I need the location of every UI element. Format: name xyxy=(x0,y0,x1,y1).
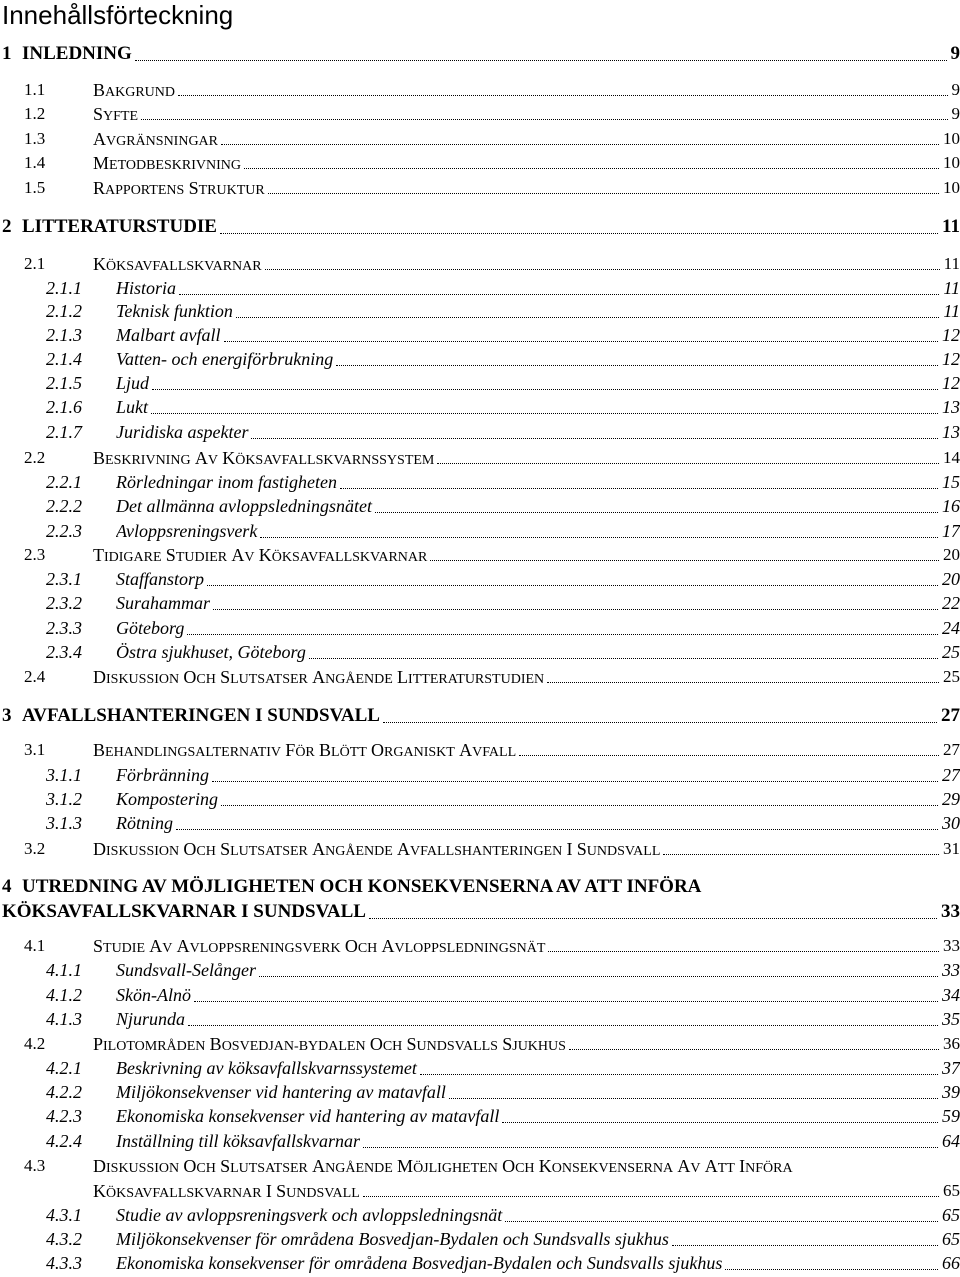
toc-entry-page-number: 24 xyxy=(942,618,960,638)
toc-entry-label: Teknisk funktion xyxy=(116,301,233,321)
toc-entry-page-number: 9 xyxy=(951,104,960,123)
toc-entry-page-number: 65 xyxy=(942,1229,960,1249)
toc-entry-page-number: 12 xyxy=(942,325,960,345)
toc-entry-number: 2.3.3 xyxy=(46,618,82,638)
toc-entry-label: Ekonomiska konsekvenser för områdena Bosvedjan-Bydalen och Sundsvalls sjukhus xyxy=(116,1253,723,1273)
toc-leader-dots xyxy=(505,1221,938,1222)
toc-entry-page-number: 22 xyxy=(942,593,960,613)
toc-leader-dots xyxy=(259,976,938,977)
toc-entry-label: INLEDNING xyxy=(22,43,132,64)
toc-entry-page-number: 30 xyxy=(942,813,960,833)
toc-entry-number: 1.1 xyxy=(24,80,46,99)
toc-entry-page-number: 13 xyxy=(942,397,960,417)
toc-leader-dots xyxy=(221,144,939,145)
toc-entry-number: 4.2.1 xyxy=(46,1058,82,1078)
toc-entry-label: Kompostering xyxy=(116,789,219,809)
toc-entry-label: Miljökonsekvenser för områdena Bosvedjan-Bydalen och Sundsvalls sjukhus xyxy=(116,1229,669,1249)
toc-leader-dots xyxy=(268,193,939,194)
toc-entry-number: 2.1 xyxy=(24,254,46,273)
toc-entry-page-number: 9 xyxy=(951,80,960,99)
toc-entry-number: 3.1.2 xyxy=(46,789,82,809)
toc-entry-page-number: 35 xyxy=(942,1009,960,1029)
toc-entry-label: Inställning till köksavfallskvarnar xyxy=(116,1131,360,1151)
toc-leader-dots xyxy=(207,585,938,586)
toc-leader-dots xyxy=(194,1001,938,1002)
toc-leader-dots xyxy=(179,294,939,295)
toc-entry-page-number: 9 xyxy=(950,43,960,64)
toc-entry-label: KÖKSAVFALLSKVARNAR xyxy=(93,254,262,274)
toc-entry-number: 2.1.5 xyxy=(46,373,82,393)
toc-entry-page-number: 20 xyxy=(942,569,960,589)
toc-entry-number: 2.2 xyxy=(24,448,46,467)
toc-entry-label: Skön-Alnö xyxy=(116,985,191,1005)
toc-entry-number: 4.2.3 xyxy=(46,1106,82,1126)
toc-entry-label: Historia xyxy=(116,278,177,298)
toc-entry-page-number: 59 xyxy=(942,1106,960,1126)
toc-entry-label: DISKUSSION OCH SLUTSATSER ANGÅENDE MÖJLIGHETEN OCH KONSEKVENSERNA AV ATT INFÖRA xyxy=(93,1156,793,1176)
toc-entry-label: DISKUSSION OCH SLUTSATSER ANGÅENDE AVFALLSHANTERINGEN I SUNDSVALL xyxy=(93,839,661,859)
toc-leader-dots xyxy=(213,609,938,610)
toc-entry-label-continued: KÖKSAVFALLSKVARNAR I SUNDSVALL xyxy=(2,901,366,922)
toc-entry-page-number: 66 xyxy=(942,1253,960,1273)
toc-entry-page-number: 65 xyxy=(943,1181,960,1200)
toc-entry-label: LITTERATURSTUDIE xyxy=(22,216,217,237)
toc-entry-label: Östra sjukhuset, Göteborg xyxy=(116,642,306,662)
page-title: Innehållsförteckning xyxy=(2,0,234,30)
toc-entry-label: UTREDNING AV MÖJLIGHETEN OCH KONSEKVENSERNA AV ATT INFÖRA xyxy=(22,876,702,897)
toc-entry-label: Miljökonsekvenser vid hantering av matavfall xyxy=(116,1082,446,1102)
toc-entry-page-number: 29 xyxy=(942,789,960,809)
toc-entry-page-number: 27 xyxy=(941,705,960,726)
toc-leader-dots xyxy=(363,1196,939,1197)
toc-entry-label: BAKGRUND xyxy=(93,80,176,100)
toc-entry-number: 4.3.1 xyxy=(46,1205,82,1225)
toc-leader-dots xyxy=(187,634,938,635)
toc-entry-label: Rörledningar inom fastigheten xyxy=(116,472,337,492)
toc-entry-number: 4.3.2 xyxy=(46,1229,82,1249)
toc-entry-label: Förbränning xyxy=(116,765,210,785)
toc-entry-number: 2.1.2 xyxy=(46,301,82,321)
toc-entry-page-number: 12 xyxy=(942,373,960,393)
toc-leader-dots xyxy=(224,341,939,342)
toc-entry-label: AVFALLSHANTERINGEN I SUNDSVALL xyxy=(22,705,380,726)
toc-leader-dots xyxy=(221,805,938,806)
toc-entry-number: 3.1 xyxy=(24,740,46,759)
toc-entry-label: Staffanstorp xyxy=(116,569,205,589)
toc-leader-dots xyxy=(725,1269,938,1270)
toc-entry-label: PILOTOMRÅDEN BOSVEDJAN-BYDALEN OCH SUNDSVALLS SJUKHUS xyxy=(93,1034,566,1054)
toc-entry-label: Beskrivning av köksavfallskvarnssystemet xyxy=(116,1058,417,1078)
toc-entry-number: 2.1.3 xyxy=(46,325,82,345)
toc-entry-page-number: 27 xyxy=(943,740,960,759)
toc-entry-label: DISKUSSION OCH SLUTSATSER ANGÅENDE LITTERATURSTUDIEN xyxy=(93,667,545,687)
toc-entry-number: 2.3.4 xyxy=(46,642,82,662)
toc-leader-dots xyxy=(363,1147,938,1148)
toc-leader-dots xyxy=(244,168,939,169)
toc-entry-page-number: 33 xyxy=(943,936,960,955)
toc-entry-number: 3.1.1 xyxy=(46,765,82,785)
toc-entry-number: 2.4 xyxy=(24,667,46,686)
toc-entry-number: 2.2.2 xyxy=(46,496,82,516)
toc-entry-label: Rötning xyxy=(116,813,173,833)
toc-entry-label: Malbart avfall xyxy=(116,325,221,345)
toc-entry-label: SYFTE xyxy=(93,104,139,124)
toc-entry-page-number: 33 xyxy=(941,901,960,922)
toc-entry-number: 4.2.2 xyxy=(46,1082,82,1102)
toc-entry-label: Lukt xyxy=(116,397,149,417)
toc-entry-number: 2.2.1 xyxy=(46,472,82,492)
toc-entry-number: 4.3.3 xyxy=(46,1253,82,1273)
toc-entry-label: Studie av avloppsreningsverk och avloppsledningsnät xyxy=(116,1205,503,1225)
toc-entry-label: Ljud xyxy=(116,373,150,393)
toc-leader-dots xyxy=(152,389,938,390)
toc-leader-dots xyxy=(251,438,938,439)
toc-entry-label: AVGRÄNSNINGAR xyxy=(93,129,219,149)
toc-entry-page-number: 34 xyxy=(942,985,960,1005)
toc-entry-number: 3 xyxy=(2,705,12,726)
toc-entry-label: Juridiska aspekter xyxy=(116,422,249,442)
toc-entry-label-continued: KÖKSAVFALLSKVARNAR I SUNDSVALL xyxy=(93,1181,360,1201)
toc-leader-dots xyxy=(449,1098,938,1099)
toc-entry-page-number: 11 xyxy=(943,278,960,298)
toc-entry-number: 2.1.7 xyxy=(46,422,82,442)
toc-entry-label: Det allmänna avloppsledningsnätet xyxy=(116,496,372,516)
toc-entry-page-number: 16 xyxy=(942,496,960,516)
toc-leader-dots xyxy=(569,1049,939,1050)
toc-leader-dots xyxy=(502,1122,938,1123)
toc-leader-dots xyxy=(340,488,938,489)
toc-entry-number: 2.3.1 xyxy=(46,569,82,589)
toc-entry-label: Surahammar xyxy=(116,593,211,613)
toc-entry-number: 2.3.2 xyxy=(46,593,82,613)
toc-entry-label: STUDIE AV AVLOPPSRENINGSVERK OCH AVLOPPSLEDNINGSNÄT xyxy=(93,936,546,956)
toc-leader-dots xyxy=(420,1074,938,1075)
toc-leader-dots xyxy=(375,512,938,513)
toc-entry-number: 4.1 xyxy=(24,936,46,955)
toc-entry-number: 4.3 xyxy=(24,1156,46,1175)
toc-entry-page-number: 10 xyxy=(943,153,960,172)
toc-entry-number: 4.1.2 xyxy=(46,985,82,1005)
toc-leader-dots xyxy=(672,1245,938,1246)
toc-leader-dots xyxy=(212,781,938,782)
toc-entry-page-number: 11 xyxy=(943,301,960,321)
toc-leader-dots xyxy=(336,365,938,366)
toc-entry-page-number: 39 xyxy=(942,1082,960,1102)
toc-entry-page-number: 11 xyxy=(942,216,960,237)
toc-entry-number: 4.1.1 xyxy=(46,960,82,980)
toc-entry-number: 4 xyxy=(2,876,12,897)
toc-entry-number: 2.1.6 xyxy=(46,397,82,417)
toc-entry-page-number: 13 xyxy=(942,422,960,442)
toc-entry-page-number: 64 xyxy=(942,1131,960,1151)
toc-leader-dots xyxy=(519,755,939,756)
toc-entry-number: 3.2 xyxy=(24,839,46,858)
toc-leader-dots xyxy=(178,95,947,96)
toc-leader-dots xyxy=(151,413,938,414)
toc-entry-label: BEHANDLINGSALTERNATIV FÖR BLÖTT ORGANISKT AVFALL xyxy=(93,740,517,760)
toc-entry-label: BESKRIVNING AV KÖKSAVFALLSKVARNSSYSTEM xyxy=(93,448,435,468)
toc-entry-page-number: 10 xyxy=(943,129,960,148)
toc-entry-number: 4.1.3 xyxy=(46,1009,82,1029)
toc-entry-number: 1.2 xyxy=(24,104,46,123)
toc-entry-label: TIDIGARE STUDIER AV KÖKSAVFALLSKVARNAR xyxy=(93,545,428,565)
toc-entry-label: Vatten- och energiförbrukning xyxy=(116,349,334,369)
toc-entry-number: 4.2 xyxy=(24,1034,46,1053)
toc-entry-page-number: 33 xyxy=(942,960,960,980)
toc-entry-page-number: 12 xyxy=(942,349,960,369)
toc-leader-dots xyxy=(176,829,938,830)
toc-entry-label: Njurunda xyxy=(116,1009,186,1029)
toc-entry-label: Göteborg xyxy=(116,618,185,638)
toc-leader-dots xyxy=(141,119,947,120)
toc-entry-number: 3.1.3 xyxy=(46,813,82,833)
toc-leader-dots xyxy=(548,951,939,952)
toc-entry-label: Avloppsreningsverk xyxy=(116,521,258,541)
toc-leader-dots xyxy=(663,854,939,855)
toc-entry-number: 1.5 xyxy=(24,178,46,197)
toc-entry-page-number: 25 xyxy=(942,642,960,662)
toc-entry-page-number: 27 xyxy=(942,765,960,785)
toc-leader-dots xyxy=(135,60,947,61)
toc-leader-dots xyxy=(309,658,938,659)
toc-entry-number: 2.1.1 xyxy=(46,278,82,298)
toc-leader-dots xyxy=(547,682,939,683)
toc-entry-label: Sundsvall-Selånger xyxy=(116,960,256,980)
toc-entry-number: 1.3 xyxy=(24,129,46,148)
toc-entry-page-number: 17 xyxy=(942,521,960,541)
toc-entry-number: 2.3 xyxy=(24,545,46,564)
toc-entry-page-number: 15 xyxy=(942,472,960,492)
toc-entry-label: Ekonomiska konsekvenser vid hantering av matavfall xyxy=(116,1106,500,1126)
toc-entry-label: RAPPORTENS STRUKTUR xyxy=(93,178,265,198)
toc-entry-number: 2.1.4 xyxy=(46,349,82,369)
toc-entry-page-number: 37 xyxy=(942,1058,960,1078)
toc-entry-number: 2.2.3 xyxy=(46,521,82,541)
toc-leader-dots xyxy=(220,233,938,234)
toc-leader-dots xyxy=(383,722,937,723)
toc-leader-dots xyxy=(260,537,938,538)
toc-leader-dots xyxy=(265,269,940,270)
toc-entry-page-number: 10 xyxy=(943,178,960,197)
toc-entry-number: 2 xyxy=(2,216,12,237)
toc-entry-number: 1.4 xyxy=(24,153,46,172)
toc-leader-dots xyxy=(188,1025,938,1026)
toc-entry-number: 4.2.4 xyxy=(46,1131,82,1151)
toc-entry-page-number: 20 xyxy=(943,545,960,564)
toc-entry-page-number: 25 xyxy=(943,667,960,686)
toc-leader-dots xyxy=(369,918,937,919)
toc-entry-page-number: 36 xyxy=(943,1034,960,1053)
toc-leader-dots xyxy=(437,463,939,464)
toc-entry-page-number: 65 xyxy=(942,1205,960,1225)
toc-entry-label: METODBESKRIVNING xyxy=(93,153,241,173)
toc-entry-page-number: 11 xyxy=(943,254,960,273)
toc-leader-dots xyxy=(430,560,939,561)
toc-entry-page-number: 31 xyxy=(943,839,960,858)
toc-entry-number: 1 xyxy=(2,43,12,64)
toc-leader-dots xyxy=(236,317,940,318)
toc-entry-page-number: 14 xyxy=(943,448,960,467)
